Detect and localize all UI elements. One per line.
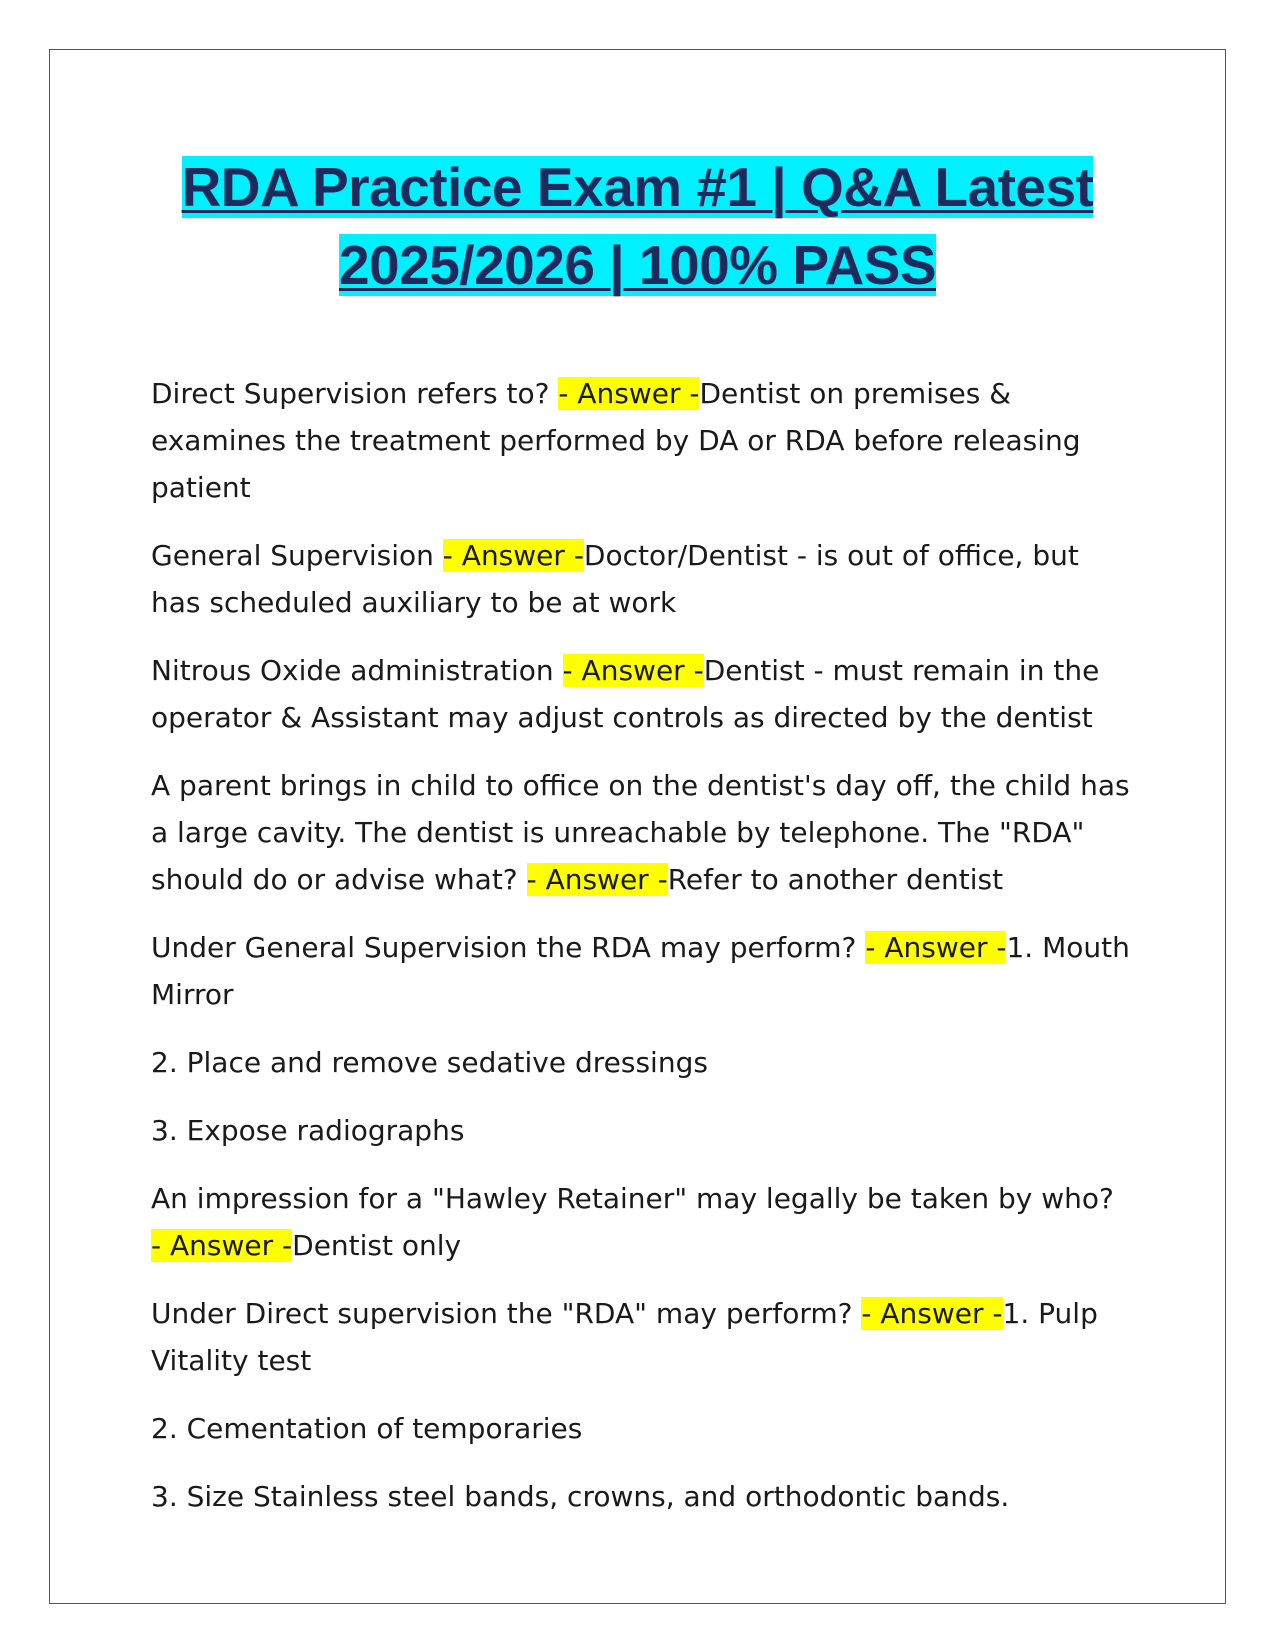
qa-item [151,532,1131,626]
qa-item [151,924,1131,1018]
answer-text: Refer to another dentist [667,863,1004,896]
answer-marker: - Answer - [562,654,704,687]
question-text: Under Direct supervision the "RDA" may perform? [151,1297,862,1330]
qa-item [151,1175,1131,1269]
answer-text: 1. Mouth Mirror [151,931,1130,1011]
qa-item [151,370,1131,511]
answer-marker: - Answer - [861,1297,1003,1330]
list-item: 2. Cementation of temporaries [151,1412,583,1445]
question-text: Direct Supervision refers to? [151,377,559,410]
answer-text: Dentist on premises & examines the treatment performed by DA or RDA before releasing patient [151,377,1081,504]
list-item: 3. Size Stainless steel bands, crowns, and orthodontic bands. [151,1480,1010,1513]
question-text: General Supervision [151,539,443,572]
qa-content [151,370,1131,1541]
answer-marker: - Answer - [865,931,1007,964]
document-title [100,148,1175,304]
list-item: 2. Place and remove sedative dressings [151,1046,708,1079]
qa-item [151,1290,1131,1384]
answer-marker: - Answer - [558,377,700,410]
question-text: Nitrous Oxide administration [151,654,563,687]
answer-text: Doctor/Dentist - is out of office, but has scheduled auxiliary to be at work [151,539,1079,619]
list-item: 3. Expose radiographs [151,1114,465,1147]
answer-marker: - Answer - [151,1229,293,1262]
qa-item [151,647,1131,741]
answer-marker: - Answer - [442,539,584,572]
answer-marker: - Answer - [526,863,668,896]
answer-text: 1. Pulp Vitality test [151,1297,1098,1377]
question-text: Under General Supervision the RDA may perform? [151,931,866,964]
title-highlight: RDA Practice Exam #1 | Q&A Latest 2025/2026 | 100% PASS [181,156,1094,296]
question-text: A parent brings in child to office on the dentist's day off, the child has a large cavity. The dentist is unreachable by telephone. The "RDA" should do or advise what? [151,769,1130,896]
answer-text: Dentist - must remain in the operator & Assistant may adjust controls as directed by the dentist [151,654,1100,734]
answer-text: Dentist only [292,1229,462,1262]
qa-item [151,762,1131,903]
question-text: An impression for a "Hawley Retainer" may legally be taken by who? [151,1182,1114,1215]
